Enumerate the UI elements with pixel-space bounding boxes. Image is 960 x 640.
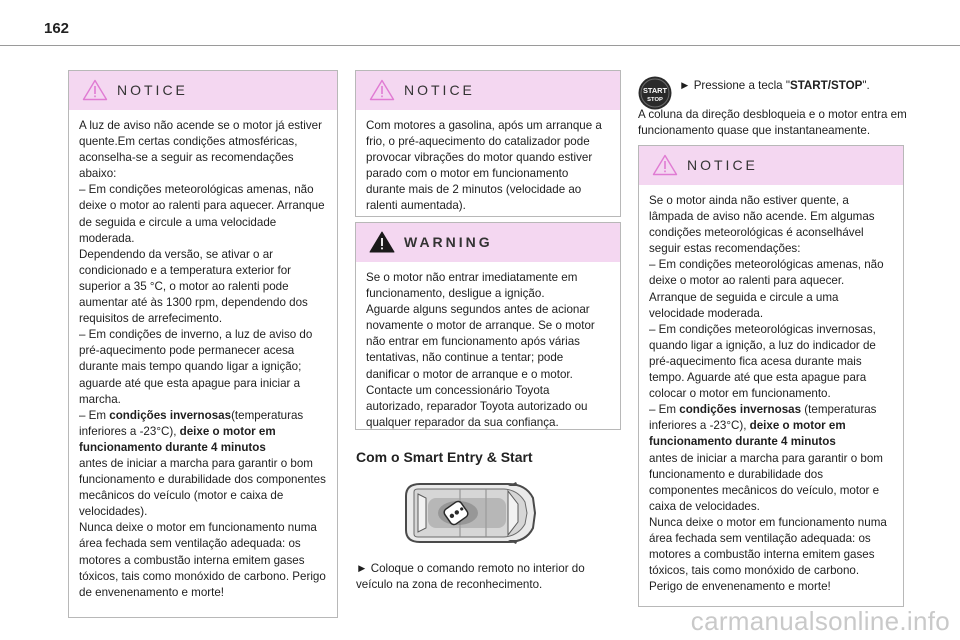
text-run: (temperaturas inferiores a -23°C), (79, 408, 304, 438)
paragraph (79, 520, 327, 600)
bold-text: deixe o motor em funcionamento durante 4 minutos (649, 419, 846, 449)
paragraph (366, 270, 610, 302)
notice-body (356, 110, 620, 223)
smart-entry-instruction: ► Coloque o comando remoto no interior do veículo na zona de reconhecimento. (356, 562, 585, 592)
paragraph (649, 451, 893, 515)
text-run: – Em (649, 403, 680, 417)
text-run: antes de iniciar a marcha para garantir o bom funcionamento e durabilidade dos componentes mecânicos do veículo, motor e caixa de velocidades. (649, 451, 883, 513)
notice-label: NOTICE (117, 82, 188, 98)
text-run: – Em condições de inverno, a luz de aviso do pré-aquecimento pode permanecer acesa durante mais tempo quando ligar a ignição; aguarde até que esta apague para iniciar a marcha. (79, 328, 313, 406)
warning-body (356, 262, 620, 439)
warning-box (355, 222, 621, 430)
paragraph (79, 456, 327, 520)
notice-body (639, 185, 903, 603)
notice-label: NOTICE (404, 82, 475, 98)
notice-body (69, 110, 337, 609)
start-instruction-suffix: ". (862, 79, 870, 92)
paragraph (79, 182, 327, 246)
start-label: START (642, 86, 668, 95)
start-instruction-prefix: ► Pressione a tecla " (679, 79, 790, 92)
bold-text: deixe o motor em funcionamento durante 4 minutos (79, 424, 276, 454)
paragraph (649, 402, 893, 450)
text-run: Dependendo da versão, se ativar o ar condicionado e a temperatura exterior for superior a 35 °C, o motor ao ralenti pode aumentar até às 1300 rpm, dependendo dos requisitos de arrefecimento. (79, 247, 308, 326)
page-number: 162 (44, 20, 70, 37)
notice-box-3 (638, 145, 904, 607)
text-run: Contacte um concessionário Toyota autorizado, reparador Toyota autorizado ou qualquer reparador da sua confiança. (366, 383, 588, 429)
bold-text: condições invernosas (109, 408, 232, 422)
paragraph (79, 118, 327, 182)
caution-triangle-icon (652, 154, 678, 176)
warning-triangle-icon (369, 231, 395, 253)
notice-label: NOTICE (687, 157, 758, 173)
caution-triangle-icon (369, 79, 395, 101)
bold-text: condições invernosas (679, 403, 802, 417)
car-top-view-with-key-icon (400, 478, 540, 548)
start-instruction (679, 78, 909, 94)
text-run: Nunca deixe o motor em funcionamento numa área fechada sem ventilação adequada: os motores a combustão interna emitem gases tóxicos, tais como monóxido de carbono. Perigo de envenenamento e morte! (79, 521, 326, 599)
text-run: – Em (79, 408, 110, 422)
text-run: Nunca deixe o motor em funcionamento numa área fechada sem ventilação adequada: os motores a combustão interna emitem gases tóxicos, tais como monóxido de carbono. Perigo de envenenamento e morte! (649, 515, 887, 594)
text-run: Se o motor ainda não estiver quente, a lâmpada de aviso não acende. Em algumas condições meteorológicas é aconselhável seguir estas recomendações: (649, 194, 875, 256)
watermark: carmanualsonline.info (690, 606, 950, 636)
start-description: A coluna da direção desbloqueia e o motor entra em funcionamento quase que instantaneamente. (638, 108, 907, 138)
stop-label: STOP (647, 97, 663, 103)
text-run: antes de iniciar a marcha para garantir o bom funcionamento e durabilidade dos componentes mecânicos do veículo (motor e caixa de velocidades). (79, 456, 326, 519)
start-stop-key-name: START/STOP (789, 79, 863, 92)
notice-header (356, 71, 620, 110)
paragraph (649, 322, 893, 402)
paragraph (366, 302, 610, 382)
text-run: – Em condições meteorológicas amenas, não deixe o motor ao ralenti para aquecer. Arranque de seguida e circule a uma velocidade moderada. (79, 183, 325, 245)
text-run: Com motores a gasolina, após um arranque a frio, o pré-aquecimento do catalizador pode provocar vibrações do motor quando estiver parado com o motor em funcionamento durante mais de 2 minutos (velocidade ao ralenti aumentada). (366, 119, 602, 213)
notice-box-2 (355, 70, 621, 217)
paragraph (649, 515, 893, 595)
paragraph (649, 257, 893, 321)
notice-header (69, 71, 337, 110)
paragraph (366, 118, 610, 215)
paragraph (79, 247, 327, 327)
text-run: Aguarde alguns segundos antes de acionar novamente o motor de arranque. Se o motor não entrar em funcionamento após várias tentativas, não continue a tentar; pode danificar o motor de arranque e o motor. (366, 303, 595, 381)
text-run: A luz de aviso não acende se o motor já estiver quente.Em certas condições atmosféricas, aconselha-se a seguir as recomendações abaixo: (79, 119, 322, 181)
header-rule (0, 45, 960, 46)
text-run: – Em condições meteorológicas amenas, não deixe o motor ao ralenti para aquecer. Arranque de seguida e circule a uma velocidade moderada. (649, 258, 884, 320)
warning-header (356, 223, 620, 262)
paragraph (649, 193, 893, 257)
paragraph (79, 408, 327, 456)
text-run: (temperaturas inferiores a -23°C), (649, 403, 877, 433)
warning-label: WARNING (404, 234, 493, 250)
text-run: – Em condições meteorológicas invernosas, quando ligar a ignição, a luz do indicador de pré-aquecimento fica acesa durante mais tempo. Aguarde até que esta apague para colocar o motor em funcionamento. (649, 322, 876, 401)
notice-box-1 (68, 70, 338, 618)
paragraph (79, 327, 327, 407)
notice-header (639, 146, 903, 185)
text-run: Se o motor não entrar imediatamente em funcionamento, desligue a ignição. (366, 271, 578, 301)
caution-triangle-icon (82, 79, 108, 101)
paragraph (366, 383, 610, 431)
start-stop-button-icon (638, 76, 672, 110)
smart-entry-heading: Com o Smart Entry & Start (356, 449, 533, 465)
